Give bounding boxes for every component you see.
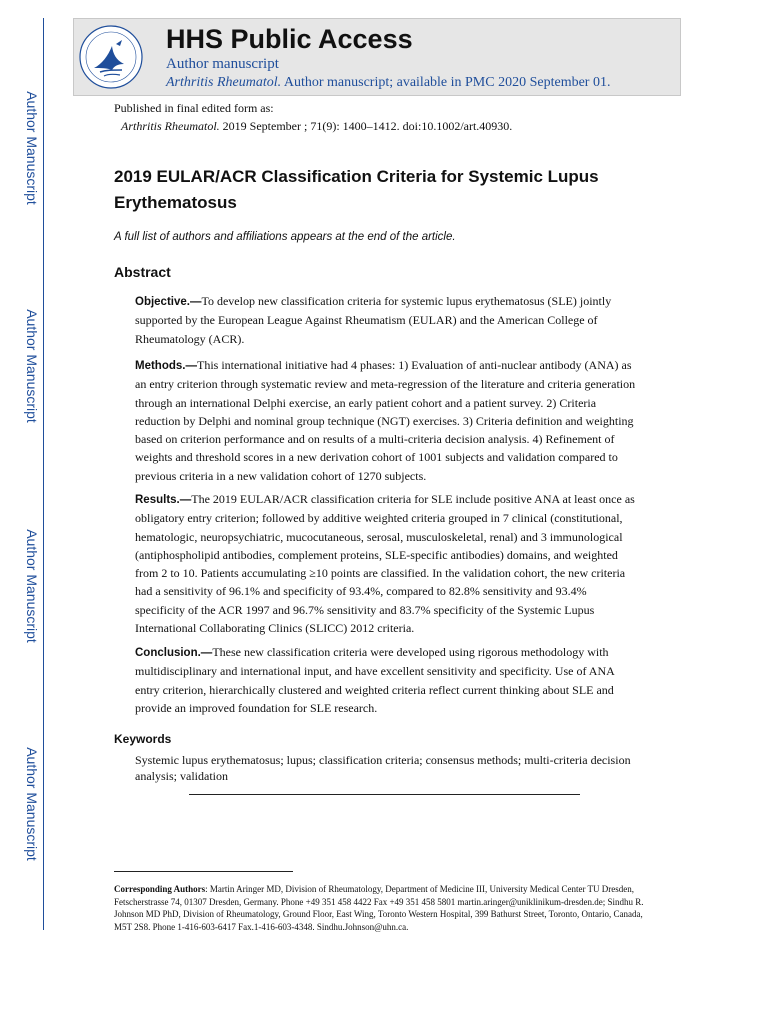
header-title: HHS Public Access — [166, 24, 413, 54]
keywords-list: Systemic lupus erythematosus; lupus; classification criteria; consensus methods; multi-criteria decision analysis; validation — [135, 753, 631, 783]
header-availability — [166, 75, 610, 91]
citation-text: 2019 September ; 71(9): 1400–1412. doi:10.1002/art.40930. — [219, 119, 513, 133]
abstract-results — [135, 490, 637, 637]
abstract-objective — [135, 292, 637, 348]
article-title: 2019 EULAR/ACR Classification Criteria for Systemic Lupus Erythematosus — [114, 167, 599, 212]
abstract-methods — [135, 356, 637, 485]
section-divider — [189, 794, 580, 795]
side-label-author-manuscript: Author Manuscript — [24, 91, 41, 205]
abstract-conclusion — [135, 643, 637, 717]
objective-text: To develop new classification criteria for systemic lupus erythematosus (SLE) jointly supported by the European League Against Rheumatism (EULAR) and the American College of Rheumatology (ACR). — [135, 294, 612, 346]
results-label: Results.— — [135, 494, 192, 506]
published-journal: Arthritis Rheumatol. — [121, 119, 220, 133]
keywords-heading: Keywords — [114, 732, 172, 746]
methods-label: Methods.— — [135, 360, 197, 372]
side-label-author-manuscript: Author Manuscript — [24, 309, 41, 423]
side-label-author-manuscript: Author Manuscript — [24, 529, 41, 643]
authors-note: A full list of authors and affiliations appears at the end of the article. — [114, 231, 456, 243]
hhs-eagle-seal-icon — [78, 24, 144, 90]
abstract-heading: Abstract — [114, 264, 171, 280]
published-citation — [114, 117, 512, 135]
published-label: Published in final edited form as: — [114, 101, 274, 115]
footnote-label: Corresponding Authors — [114, 884, 206, 894]
results-text: The 2019 EULAR/ACR classification criteria for SLE include positive ANA at least once as obligatory entry criterion; followed by additive weighted criteria grouped in 7 clinical (constitutional, hematologic, neuropsychiatric, mucocutaneous, serosal, musculoskeletal, renal) and 3 immunological (antiphospholipid antibodies, complement proteins, SLE-specific antibodies) domains, and weighted from 2 to 10. Patients accumulating ≥10 points are classified. In the validation cohort, the new criteria had a sensitivity of 96.1% and specificity of 93.4%, compared to 82.8% sensitivity and 93.4% specificity of the ACR 1997 and 96.7% sensitivity and 83.7% specificity of the Systemic Lupus International Collaborating Clinics (SLICC) 2012 criteria. — [135, 492, 635, 636]
conclusion-label: Conclusion.— — [135, 647, 213, 659]
objective-label: Objective.— — [135, 296, 202, 308]
footnote-rule — [114, 871, 293, 872]
corresponding-authors-footnote — [114, 883, 662, 933]
methods-text: This international initiative had 4 phases: 1) Evaluation of anti-nuclear antibody (ANA) as an entry criterion through systematic review and meta-regression of the literature and criteria generation through an international Delphi exercise, an early patient cohort and a patient survey. 2) Criteria reduction by Delphi and nominal group technique (NGT) exercises. 3) Criteria definition and weighting based on criterion performance and on results of a multi-criteria decision analysis. 4) Refinement of weights and threshold scores in a new derivation cohort of 1001 subjects and validation compared to previous criteria in a new validation cohort of 1270 subjects. — [135, 358, 636, 483]
conclusion-text: These new classification criteria were developed using rigorous methodology with multidisciplinary and international input, and have excellent sensitivity and specificity. Use of ANA entry criterion, hierarchically clustered and weighted criteria reflect current thinking about SLE and provide an improved foundation for SLE research. — [135, 645, 615, 715]
header-subtitle: Author manuscript — [166, 56, 279, 72]
footnote-text: : Martin Aringer MD, Division of Rheumatology, Department of Medicine III, University Medical Center TU Dresden, Fetscherstrasse 74, 01307 Dresden, Germany. Phone +49 351 458 4422 Fax +49 351 458 5801 martin.aringer@uniklinikum-dresden.de; Sindhu R. Johnson MD PhD, Division of Rheumatology, Ground Floor, East Wing, Toronto Western Hospital, 399 Bathurst Street, Toronto, Ontario, Canada, M5T 2S8. Phone 1-416-603-6417 Fax.1-416-603-4348. Sindhu.Johnson@uhn.ca. — [114, 884, 644, 932]
published-note — [114, 99, 512, 135]
journal-abbrev: Arthritis Rheumatol. — [166, 75, 282, 90]
availability-text: Author manuscript; available in PMC 2020 September 01. — [281, 75, 611, 90]
side-label-author-manuscript: Author Manuscript — [24, 747, 41, 861]
